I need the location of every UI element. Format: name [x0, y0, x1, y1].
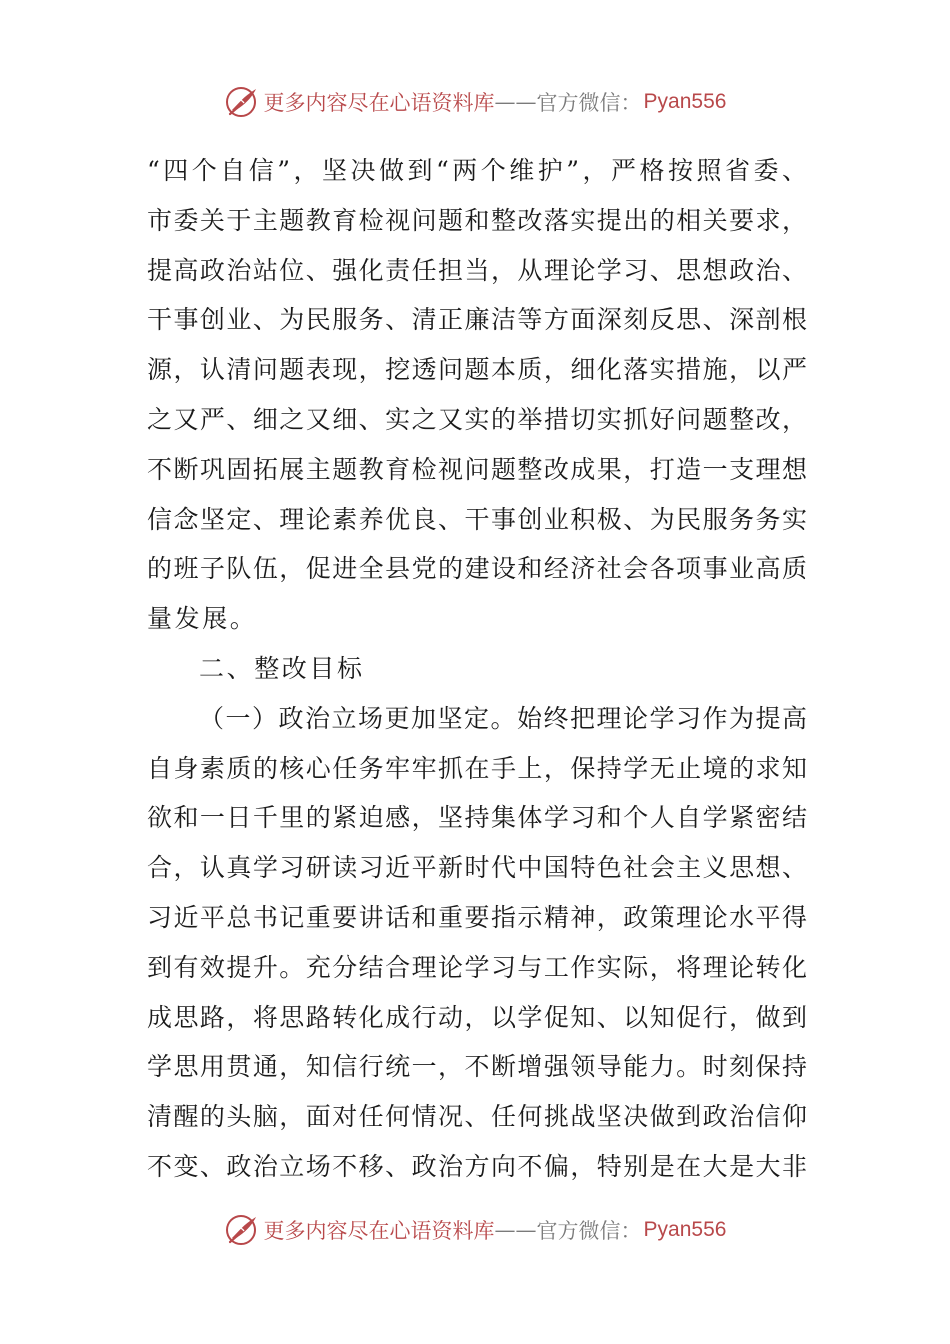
- body-line: 不变、政治立场不移、政治方向不偏，特别是在大是大非: [147, 1151, 807, 1181]
- body-line: 市委关于主题教育检视问题和整改落实提出的相关要求，: [147, 205, 807, 235]
- quill-pen-logo-icon: [224, 84, 260, 120]
- body-line: 之又严、细之又细、实之又实的举措切实抓好问题整改，: [147, 404, 807, 434]
- body-line: 自身素质的核心任务牢牢抓在手上，保持学无止境的求知: [147, 753, 807, 783]
- document-body: [147, 146, 807, 1192]
- body-line: 提高政治站位、强化责任担当，从理论学习、思想政治、: [147, 255, 807, 285]
- body-line: 不断巩固拓展主题教育检视问题整改成果，打造一支理想: [147, 454, 807, 484]
- body-line: 干事创业、为民服务、清正廉洁等方面深刻反思、深剖根: [147, 305, 807, 335]
- footer-watermark: [0, 1210, 950, 1250]
- body-line: 量发展。: [147, 604, 258, 634]
- footer-wechat-label: 官方微信：: [536, 1219, 642, 1243]
- body-line: 合，认真学习研读习近平新时代中国特色社会主义思想、: [147, 853, 807, 883]
- body-line: 的班子队伍，促进全县党的建设和经济社会各项事业高质: [147, 554, 807, 584]
- header-watermark: [0, 82, 950, 122]
- header-site-name: 更多内容尽在心语资料库: [263, 91, 495, 115]
- footer-dash: ——: [494, 1218, 537, 1242]
- body-line: 欲和一日千里的紧迫感，坚持集体学习和个人自学紧密结: [147, 803, 807, 833]
- body-line: 源，认清问题表现，挖透问题本质，细化落实措施，以严: [147, 355, 807, 385]
- footer-wechat-id: Pyan556: [643, 1218, 727, 1241]
- body-line: 清醒的头脑，面对任何情况、任何挑战坚决做到政治信仰: [147, 1102, 807, 1132]
- body-line: 学思用贯通，知信行统一，不断增强领导能力。时刻保持: [147, 1052, 807, 1082]
- quill-pen-logo-icon: [224, 1212, 260, 1248]
- header-dash: ——: [494, 90, 537, 114]
- subsection-heading-line: （一）政治立场更加坚定。始终把理论学习作为提高: [199, 703, 807, 733]
- body-line: “四个自信”，坚决做到“两个维护”，严格按照省委、: [147, 156, 807, 185]
- section-heading: 二、整改目标: [199, 653, 365, 683]
- header-wechat-label: 官方微信：: [536, 91, 642, 115]
- body-line: 习近平总书记重要讲话和重要指示精神，政策理论水平得: [147, 902, 807, 932]
- body-line: 成思路，将思路转化成行动，以学促知、以知促行，做到: [147, 1002, 807, 1032]
- footer-site-name: 更多内容尽在心语资料库: [263, 1219, 495, 1243]
- header-wechat-id: Pyan556: [643, 90, 727, 113]
- body-line: 信念坚定、理论素养优良、干事创业积极、为民服务务实: [147, 504, 807, 534]
- body-line: 到有效提升。充分结合理论学习与工作实际，将理论转化: [147, 952, 807, 982]
